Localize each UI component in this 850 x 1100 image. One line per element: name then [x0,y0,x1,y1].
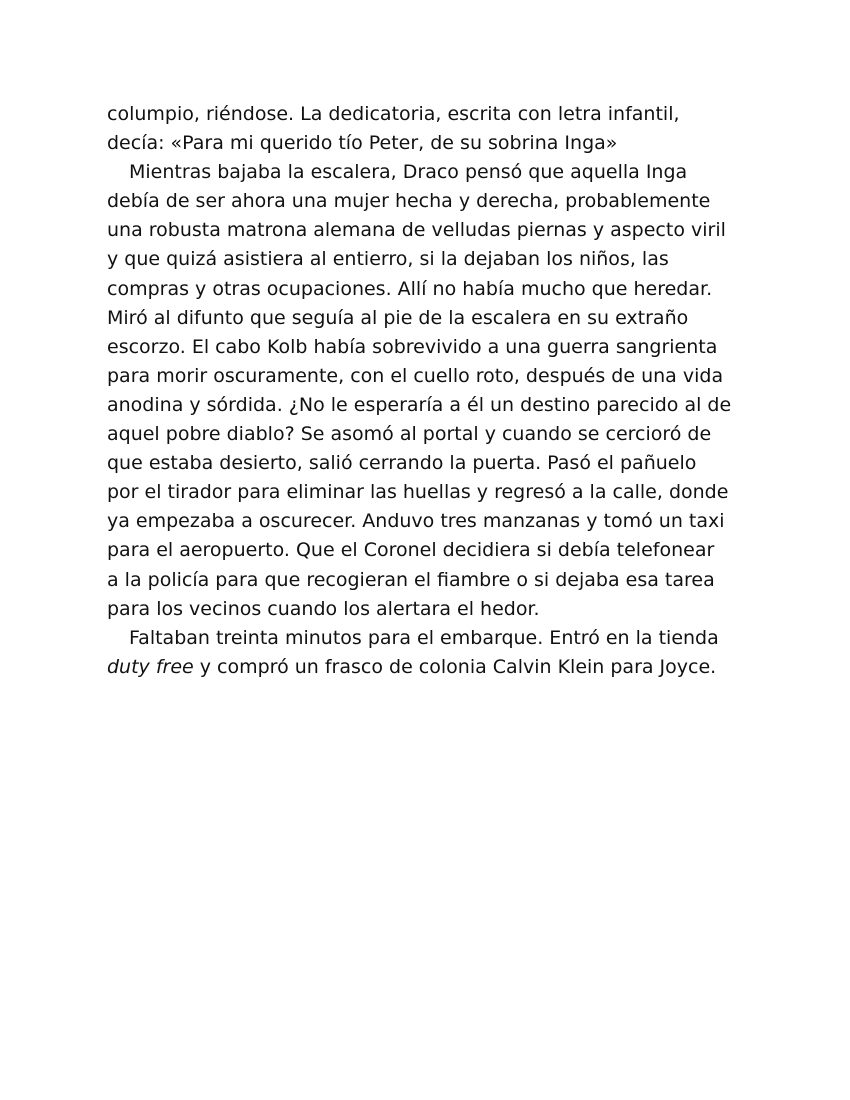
paragraph-start-line: Mientras bajaba la escalera, Draco pensó que aquella Inga [129,161,688,184]
final-line-text: y compró un frasco de colonia Calvin Klein para Joyce. [193,655,717,678]
final-line [107,653,757,682]
text-line: para morir oscuramente, con el cuello roto, después de una vida [107,364,724,387]
text-line: que estaba desierto, salió cerrando la puerta. Pasó el pañuelo [107,452,697,475]
text-line: y que quizá asistiera al entierro, si la dejaban los niños, las [107,248,669,271]
text-line: una robusta matrona alemana de velludas piernas y aspecto viril [107,219,726,242]
text-line: para el aeropuerto. Que el Coronel decidiera si debía telefonear [107,539,715,562]
text-line: para los vecinos cuando los alertara el hedor. [107,597,540,620]
text-line: columpio, riéndose. La dedicatoria, escrita con letra infantil, [107,103,680,125]
text-line: compras y otras ocupaciones. Allí no había mucho que heredar. [107,277,713,300]
text-line: Miró al difunto que seguía al pie de la escalera en su extraño [107,306,689,329]
text-line: por el tirador para eliminar las huellas y regresó a la calle, donde [107,481,729,504]
text-line: ya empezaba a oscurecer. Anduvo tres manzanas y tomó un taxi [107,510,725,533]
italic-term: duty free [107,655,194,678]
text-line: aquel pobre diablo? Se asomó al portal y cuando se cercioró de [107,423,712,446]
text-line: decía: «Para mi querido tío Peter, de su sobrina Inga» [107,132,618,155]
text-line: escorzo. El cabo Kolb había sobrevivido a una guerra sangrienta [107,335,718,358]
text-line: debía de ser ahora una mujer hecha y derecha, probablemente [107,190,711,213]
document-body [107,100,757,682]
text-line: anodina y sórdida. ¿No le esperaría a él un destino parecido al de [107,393,732,416]
paragraph-start-line: Faltaban treinta minutos para el embarque. Entró en la tienda [129,626,719,649]
text-line: a la policía para que recogieran el fiambre o si dejaba esa tarea [107,568,715,591]
